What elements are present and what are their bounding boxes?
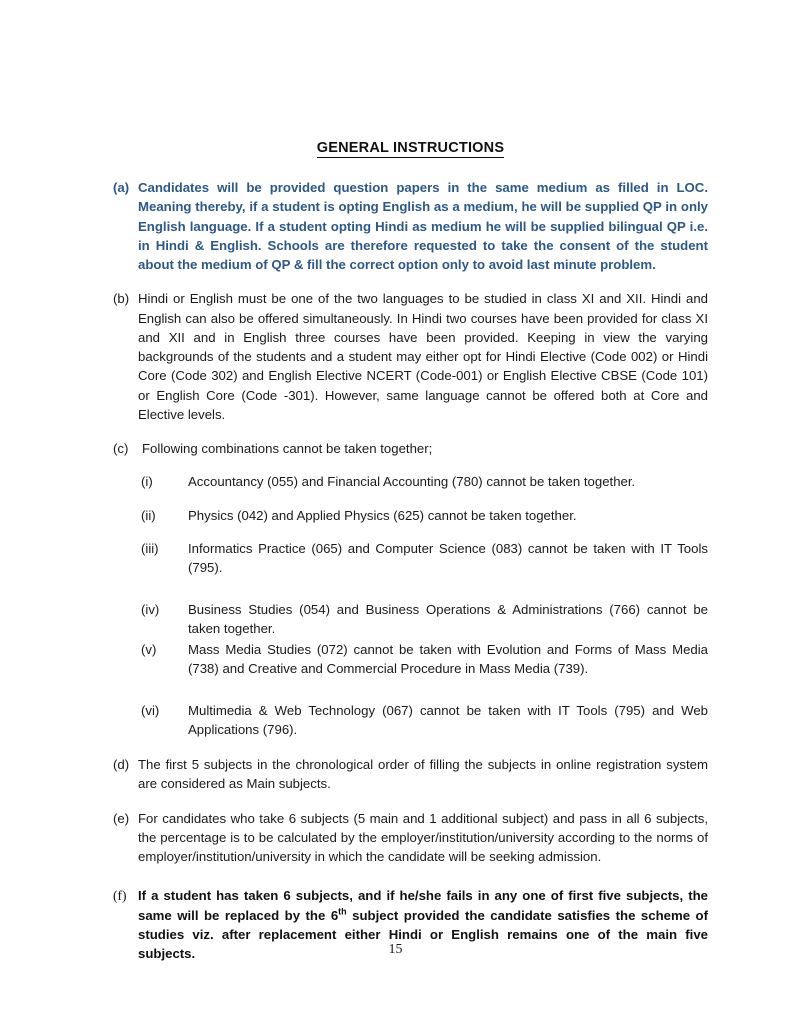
list-item-marker: (i) [141,474,153,490]
clause-a-marker: (a) [113,180,130,195]
list-item [141,506,708,525]
list-item-marker: (iii) [141,540,159,556]
clause-e-marker: (e) [113,810,130,826]
list-item-text: Mass Media Studies (072) cannot be taken with Evolution and Forms of Mass Media (738) and Creative and Commercial Procedure in Mass Media (739). [188,642,708,677]
list-item-text: Informatics Practice (065) and Computer Science (083) cannot be taken with IT Tools (795). [188,540,708,576]
list-item [141,539,708,578]
page-title-text: GENERAL INSTRUCTIONS [316,140,505,156]
clause-b-marker: (b) [113,291,130,307]
clause-e [113,809,708,867]
clause-c-marker: (c) [113,441,129,457]
list-item-marker: (v) [141,642,157,658]
list-item [141,701,708,740]
list-item [141,640,708,679]
list-item-text: Business Studies (054) and Business Operations & Administrations (766) cannot be taken together. [188,601,708,636]
list-item [141,600,708,639]
clause-e-text: For candidates who take 6 subjects (5 main and 1 additional subject) and pass in all 6 subjects, the percentage is to be calculated by the employer/institution/university according to the norms of employer/institution/university in which the candidate will be seeking admission. [138,810,708,865]
list-item-text: Multimedia & Web Technology (067) cannot be taken with IT Tools (795) and Web Applications (796). [188,702,708,737]
combination-restrictions-list [113,472,708,739]
list-item-marker: (vi) [141,702,160,718]
list-item-marker: (iv) [141,601,160,617]
clause-f-text-part2: subject provided the candidate satisfies the scheme of studies viz. after replacement either Hindi or English remains one of the main five subjects. [138,907,708,962]
clause-f-superscript: th [338,906,347,917]
clause-b-text: Hindi or English must be one of the two languages to be studied in class XI and XII. Hindi and English can also be offered simultaneously. In Hindi two courses have been provided for class XI and XII and in English three courses have been provided. Keeping in view the varying backgrounds of the students and a student may either opt for Hindi Elective (Code 002) or Hindi Core (Code 302) and English Elective NCERT (Code-001) or English Elective CBSE (Code 101) or English Core (Code -301). However, same language cannot be offered both at Core and Elective levels. [138,291,708,422]
list-item-text: Physics (042) and Applied Physics (625) cannot be taken together. [188,507,577,523]
page-number: 15 [388,942,403,957]
list-item-text: Accountancy (055) and Financial Accounting (780) cannot be taken together. [188,474,636,490]
clause-d-text: The first 5 subjects in the chronological order of filling the subjects in online registration system are considered as Main subjects. [138,757,708,792]
clause-c-text: Following combinations cannot be taken together; [142,441,433,457]
clause-c [113,439,708,458]
clause-d [113,755,708,794]
clause-a-text: Candidates will be provided question papers in the same medium as filled in LOC. Meaning thereby, if a student is opting English as a medium, he will be supplied QP in only English language. If a student opting Hindi as medium he will be supplied bilingual QP i.e. in Hindi & English. Schools are therefore requested to take the consent of the student about the medium of QP & fill the correct option only to avoid last minute problem. [138,180,708,273]
clause-f-marker: (f) [113,888,127,904]
list-item [141,472,708,491]
clause-f-text-part1: If a student has taken 6 subjects, and if he/she fails in any one of first five subjects, the same will be replaced by the 6 [138,888,708,923]
clause-d-marker: (d) [113,757,130,773]
page-title [113,140,708,156]
clause-a [113,178,708,274]
list-item-marker: (ii) [141,507,156,523]
clause-b [113,289,708,424]
document-content [113,140,708,979]
